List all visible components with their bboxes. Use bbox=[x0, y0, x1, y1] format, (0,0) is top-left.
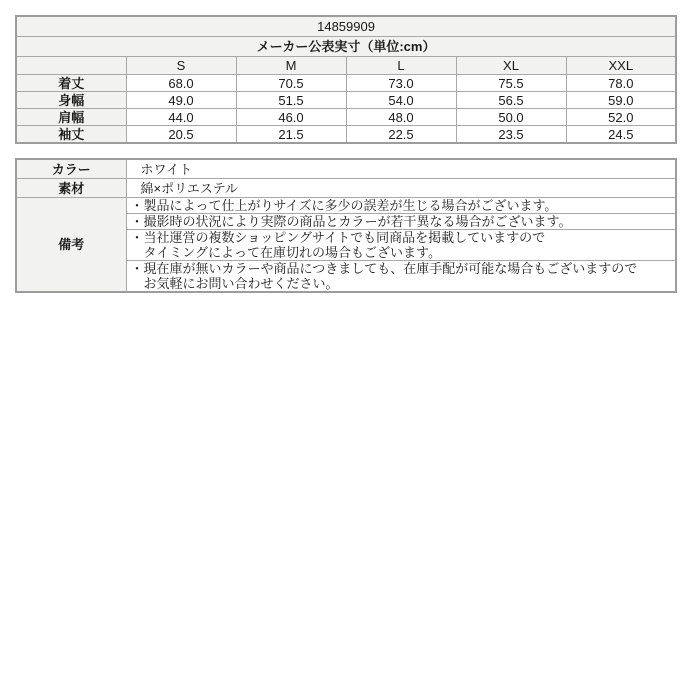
row-label: 袖丈 bbox=[16, 126, 126, 144]
table-row bbox=[16, 75, 676, 92]
size-cell: 75.5 bbox=[456, 75, 566, 92]
column-header-s: S bbox=[126, 57, 236, 75]
note-text: ・当社運営の複数ショッピングサイトでも同商品を掲載していますので bbox=[130, 230, 546, 245]
size-cell: 50.0 bbox=[456, 109, 566, 126]
note-item bbox=[126, 230, 676, 261]
column-header-l: L bbox=[346, 57, 456, 75]
corner-cell bbox=[16, 57, 126, 75]
material-value: 綿×ポリエステル bbox=[126, 179, 676, 198]
size-cell: 46.0 bbox=[236, 109, 346, 126]
size-cell: 54.0 bbox=[346, 92, 456, 109]
color-value: ホワイト bbox=[126, 159, 676, 179]
color-row bbox=[16, 159, 676, 179]
notes-label: 備考 bbox=[16, 198, 126, 293]
column-header-xl: XL bbox=[456, 57, 566, 75]
note-text: ・撮影時の状況により実際の商品とカラーが若干異なる場合がございます。 bbox=[130, 214, 572, 229]
details-table bbox=[15, 158, 677, 293]
size-header-row bbox=[16, 57, 676, 75]
size-cell: 22.5 bbox=[346, 126, 456, 144]
size-cell: 52.0 bbox=[566, 109, 676, 126]
size-cell: 44.0 bbox=[126, 109, 236, 126]
table-row bbox=[16, 37, 676, 57]
note-item bbox=[126, 261, 676, 293]
size-cell: 68.0 bbox=[126, 75, 236, 92]
material-label: 素材 bbox=[16, 179, 126, 198]
table-row bbox=[16, 92, 676, 109]
size-cell: 56.5 bbox=[456, 92, 566, 109]
size-cell: 70.5 bbox=[236, 75, 346, 92]
size-cell: 78.0 bbox=[566, 75, 676, 92]
table-row bbox=[16, 109, 676, 126]
note-row bbox=[16, 198, 676, 214]
size-table-title: メーカー公表実寸（単位:cm） bbox=[16, 37, 676, 57]
note-item bbox=[126, 214, 676, 230]
size-cell: 23.5 bbox=[456, 126, 566, 144]
product-code: 14859909 bbox=[16, 16, 676, 37]
row-label: 肩幅 bbox=[16, 109, 126, 126]
size-cell: 51.5 bbox=[236, 92, 346, 109]
size-cell: 59.0 bbox=[566, 92, 676, 109]
row-label: 着丈 bbox=[16, 75, 126, 92]
table-row bbox=[16, 126, 676, 144]
color-label: カラー bbox=[16, 159, 126, 179]
size-cell: 48.0 bbox=[346, 109, 456, 126]
note-text: ・現在庫が無いカラーや商品につきましても、在庫手配が可能な場合もございますので bbox=[130, 261, 638, 276]
size-cell: 73.0 bbox=[346, 75, 456, 92]
size-cell: 20.5 bbox=[126, 126, 236, 144]
column-header-m: M bbox=[236, 57, 346, 75]
size-cell: 21.5 bbox=[236, 126, 346, 144]
table-row bbox=[16, 16, 676, 37]
note-item bbox=[126, 198, 676, 214]
column-header-xxl: XXL bbox=[566, 57, 676, 75]
note-text: ・製品によって仕上がりサイズに多少の誤差が生じる場合がございます。 bbox=[130, 198, 558, 213]
size-cell: 49.0 bbox=[126, 92, 236, 109]
size-table bbox=[15, 15, 677, 144]
size-cell: 24.5 bbox=[566, 126, 676, 144]
note-text: お気軽にお問い合わせください。 bbox=[143, 276, 339, 291]
material-row bbox=[16, 179, 676, 198]
note-text: タイミングによって在庫切れの場合もございます。 bbox=[143, 245, 441, 260]
row-label: 身幅 bbox=[16, 92, 126, 109]
